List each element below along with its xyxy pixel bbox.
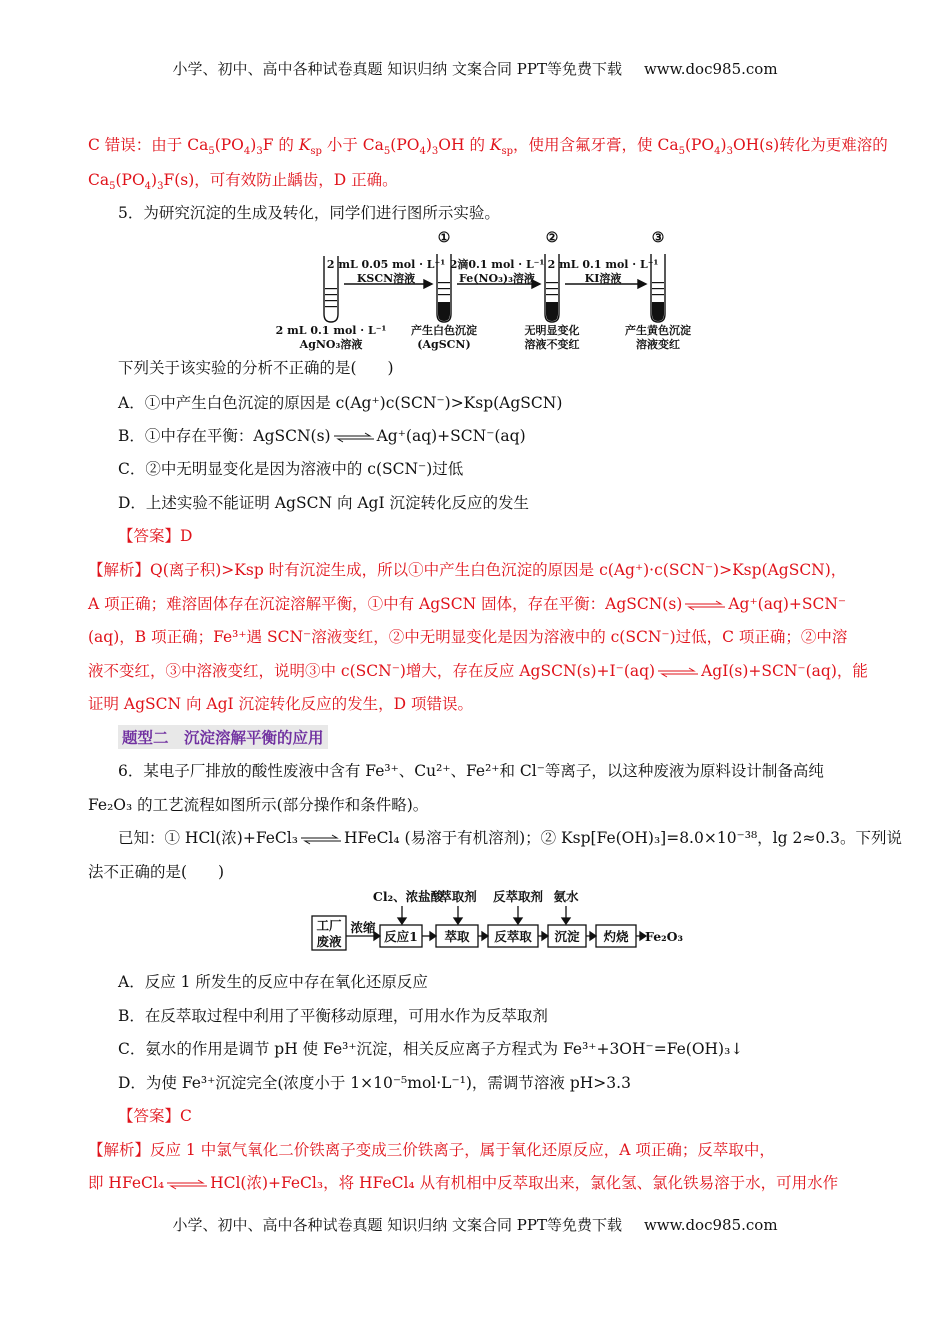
equilibrium-arrow-icon [301, 835, 341, 844]
q5-explanation-1: 【解析】Q(离子积)>Ksp 时有沉淀生成，所以①中产生白色沉淀的原因是 c(Ag⁺)·c(SCN⁻)>Ksp(AgSCN)， [88, 561, 847, 579]
box-label-3: 反萃取 [494, 929, 532, 944]
q5-option-b: B．①中存在平衡：AgSCN(s) Ag⁺(aq)+SCN⁻(aq) [118, 427, 526, 445]
tube2-label-1: 无明显变化 [524, 323, 580, 337]
arrow1-bottom: KSCN溶液 [356, 272, 416, 285]
box-label-5: 灼烧 [603, 929, 629, 944]
tube1-label-2: (AgSCN) [417, 337, 471, 351]
tube0-label-2: AgNO₃溶液 [299, 337, 363, 351]
q6-option-c: C．氨水的作用是调节 pH 使 Fe³⁺沉淀，相关反应离子方程式为 Fe³⁺+3OH⁻=Fe(OH)₃↓ [118, 1040, 744, 1058]
q6-answer: 【答案】C [118, 1107, 192, 1125]
q5-stem: 5．为研究沉淀的生成及转化，同学们进行图所示实验。 [118, 204, 500, 222]
q5-explanation-5: 证明 AgSCN 向 AgI 沉淀转化反应的发生，D 项错误。 [88, 695, 473, 713]
start-label-2: 废液 [316, 934, 342, 949]
tube3-label-2: 溶液变红 [636, 337, 680, 351]
tube3-label-1: 产生黄色沉淀 [625, 323, 691, 337]
q5-option-c: C．②中无明显变化是因为溶液中的 c(SCN⁻)过低 [118, 460, 464, 478]
q5-explanation-2: A 项正确；难溶固体存在沉淀溶解平衡，①中有 AgSCN 固体，存在平衡：AgSCN(s) Ag⁺(aq)+SCN⁻ [88, 595, 847, 613]
prev-explanation-line-2: $Ca_5(PO_4)_3F(s)$，可有效防止龋齿，D 正确。 [88, 171, 398, 193]
header-text: 小学、初中、高中各种试卷真题 知识归纳 文案合同 PPT等免费下载 [172, 60, 622, 78]
footer-url[interactable]: www.doc985.com [643, 1216, 778, 1234]
q6-stem-2: Fe₂O₃ 的工艺流程如图所示(部分操作和条件略)。 [88, 796, 429, 814]
arrow3-top: 2 mL 0.1 mol · L⁻¹ [547, 258, 659, 271]
q6-known-1: 已知：① HCl(浓)+FeCl₃ HFeCl₄ (易溶于有机溶剂)；② Ksp[Fe(OH)₃]=8.0×10⁻³⁸，lg 2≈0.3。下列说 [118, 829, 902, 847]
tube1-label-1: 产生白色沉淀 [411, 323, 477, 337]
footer-text: 小学、初中、高中各种试卷真题 知识归纳 文案合同 PPT等免费下载 [172, 1216, 622, 1234]
arrow1-top: 2 mL 0.05 mol · L⁻¹ [326, 258, 446, 271]
q6-process-flow [308, 882, 688, 956]
circle-label-2: ② [545, 230, 559, 246]
equilibrium-arrow-icon [658, 668, 698, 677]
q6-option-a: A．反应 1 所发生的反应中存在氧化还原反应 [118, 973, 428, 991]
q5-experiment-diagram [275, 226, 710, 351]
q5-option-d: D．上述实验不能证明 AgSCN 向 AgI 沉淀转化反应的发生 [118, 494, 530, 512]
equilibrium-arrow-icon [167, 1180, 207, 1189]
q6-option-b: B．在反萃取过程中利用了平衡移动原理，可用水作为反萃取剂 [118, 1007, 548, 1025]
equilibrium-arrow-icon [334, 433, 374, 442]
box-label-1: 反应1 [384, 929, 418, 944]
q5-explanation-4: 液不变红，③中溶液变红，说明③中 c(SCN⁻)增大，存在反应 AgSCN(s)+I⁻(aq) AgI(s)+SCN⁻(aq)，能 [88, 662, 868, 680]
page-header [0, 58, 950, 79]
q6-stem-1: 6．某电子厂排放的酸性废液中含有 Fe³⁺、Cu²⁺、Fe²⁺和 Cl⁻等离子，以这种废液为原料设计制备高纯 [118, 762, 824, 780]
q6-explanation-1: 【解析】反应 1 中氯气氧化二价铁离子变成三价铁离子，属于氧化还原反应，A 项正确；反萃取中， [88, 1141, 775, 1159]
circle-label-3: ③ [651, 230, 665, 246]
q5-explanation-3: (aq)，B 项正确；Fe³⁺遇 SCN⁻溶液变红，②中无明显变化是因为溶液中的 c(SCN⁻)过低，C 项正确；②中溶 [88, 628, 848, 646]
arrow2-bottom: Fe(NO₃)₃溶液 [459, 272, 535, 285]
box-label-2: 萃取 [444, 929, 470, 944]
arrow3-bottom: KI溶液 [584, 272, 622, 285]
equilibrium-arrow-icon [685, 601, 725, 610]
q5-answer: 【答案】D [118, 527, 193, 545]
circle-label-1: ① [437, 230, 451, 246]
arrow-label: 浓缩 [350, 920, 376, 935]
q6-option-d: D．为使 Fe³⁺沉淀完全(浓度小于 1×10⁻⁵mol·L⁻¹)，需调节溶液 pH>3.3 [118, 1074, 631, 1092]
tube2-label-2: 溶液不变红 [524, 337, 580, 351]
page-footer [0, 1214, 950, 1235]
prev-explanation-line-1: C 错误：由于 $Ca_5(PO_4)_3F$ 的 $K_{sp}$ 小于 $Ca_5(PO_4)_3OH$ 的 $K_{sp}$，使用含氟牙膏，使 $Ca_5(PO_4)_3OH(s)$转化为更难溶的 [88, 136, 888, 158]
header-url[interactable]: www.doc985.com [643, 60, 778, 78]
q5-option-a: A．①中产生白色沉淀的原因是 c(Ag⁺)c(SCN⁻)>Ksp(AgSCN) [118, 394, 563, 412]
q5-ask: 下列关于该实验的分析不正确的是( ) [118, 359, 394, 377]
start-label-1: 工厂 [316, 918, 342, 933]
product-label: Fe₂O₃ [645, 929, 683, 944]
box-label-4: 沉淀 [554, 929, 580, 944]
input-label-2: 萃取剂 [439, 889, 477, 904]
q6-known-2: 法不正确的是( ) [88, 863, 225, 881]
tube0-label-1: 2 mL 0.1 mol · L⁻¹ [275, 323, 387, 337]
section-title: 题型二 沉淀溶解平衡的应用 [118, 725, 328, 749]
arrow2-top: 2滴0.1 mol · L⁻¹ [449, 258, 545, 271]
input-label-1: Cl₂、浓盐酸 [372, 889, 444, 904]
q6-explanation-2: 即 HFeCl₄ HCl(浓)+FeCl₃，将 HFeCl₄ 从有机相中反萃取出来，氯化氢、氯化铁易溶于水，可用水作 [88, 1174, 839, 1192]
input-label-3: 反萃取剂 [492, 889, 544, 904]
input-label-4: 氨水 [553, 889, 579, 904]
